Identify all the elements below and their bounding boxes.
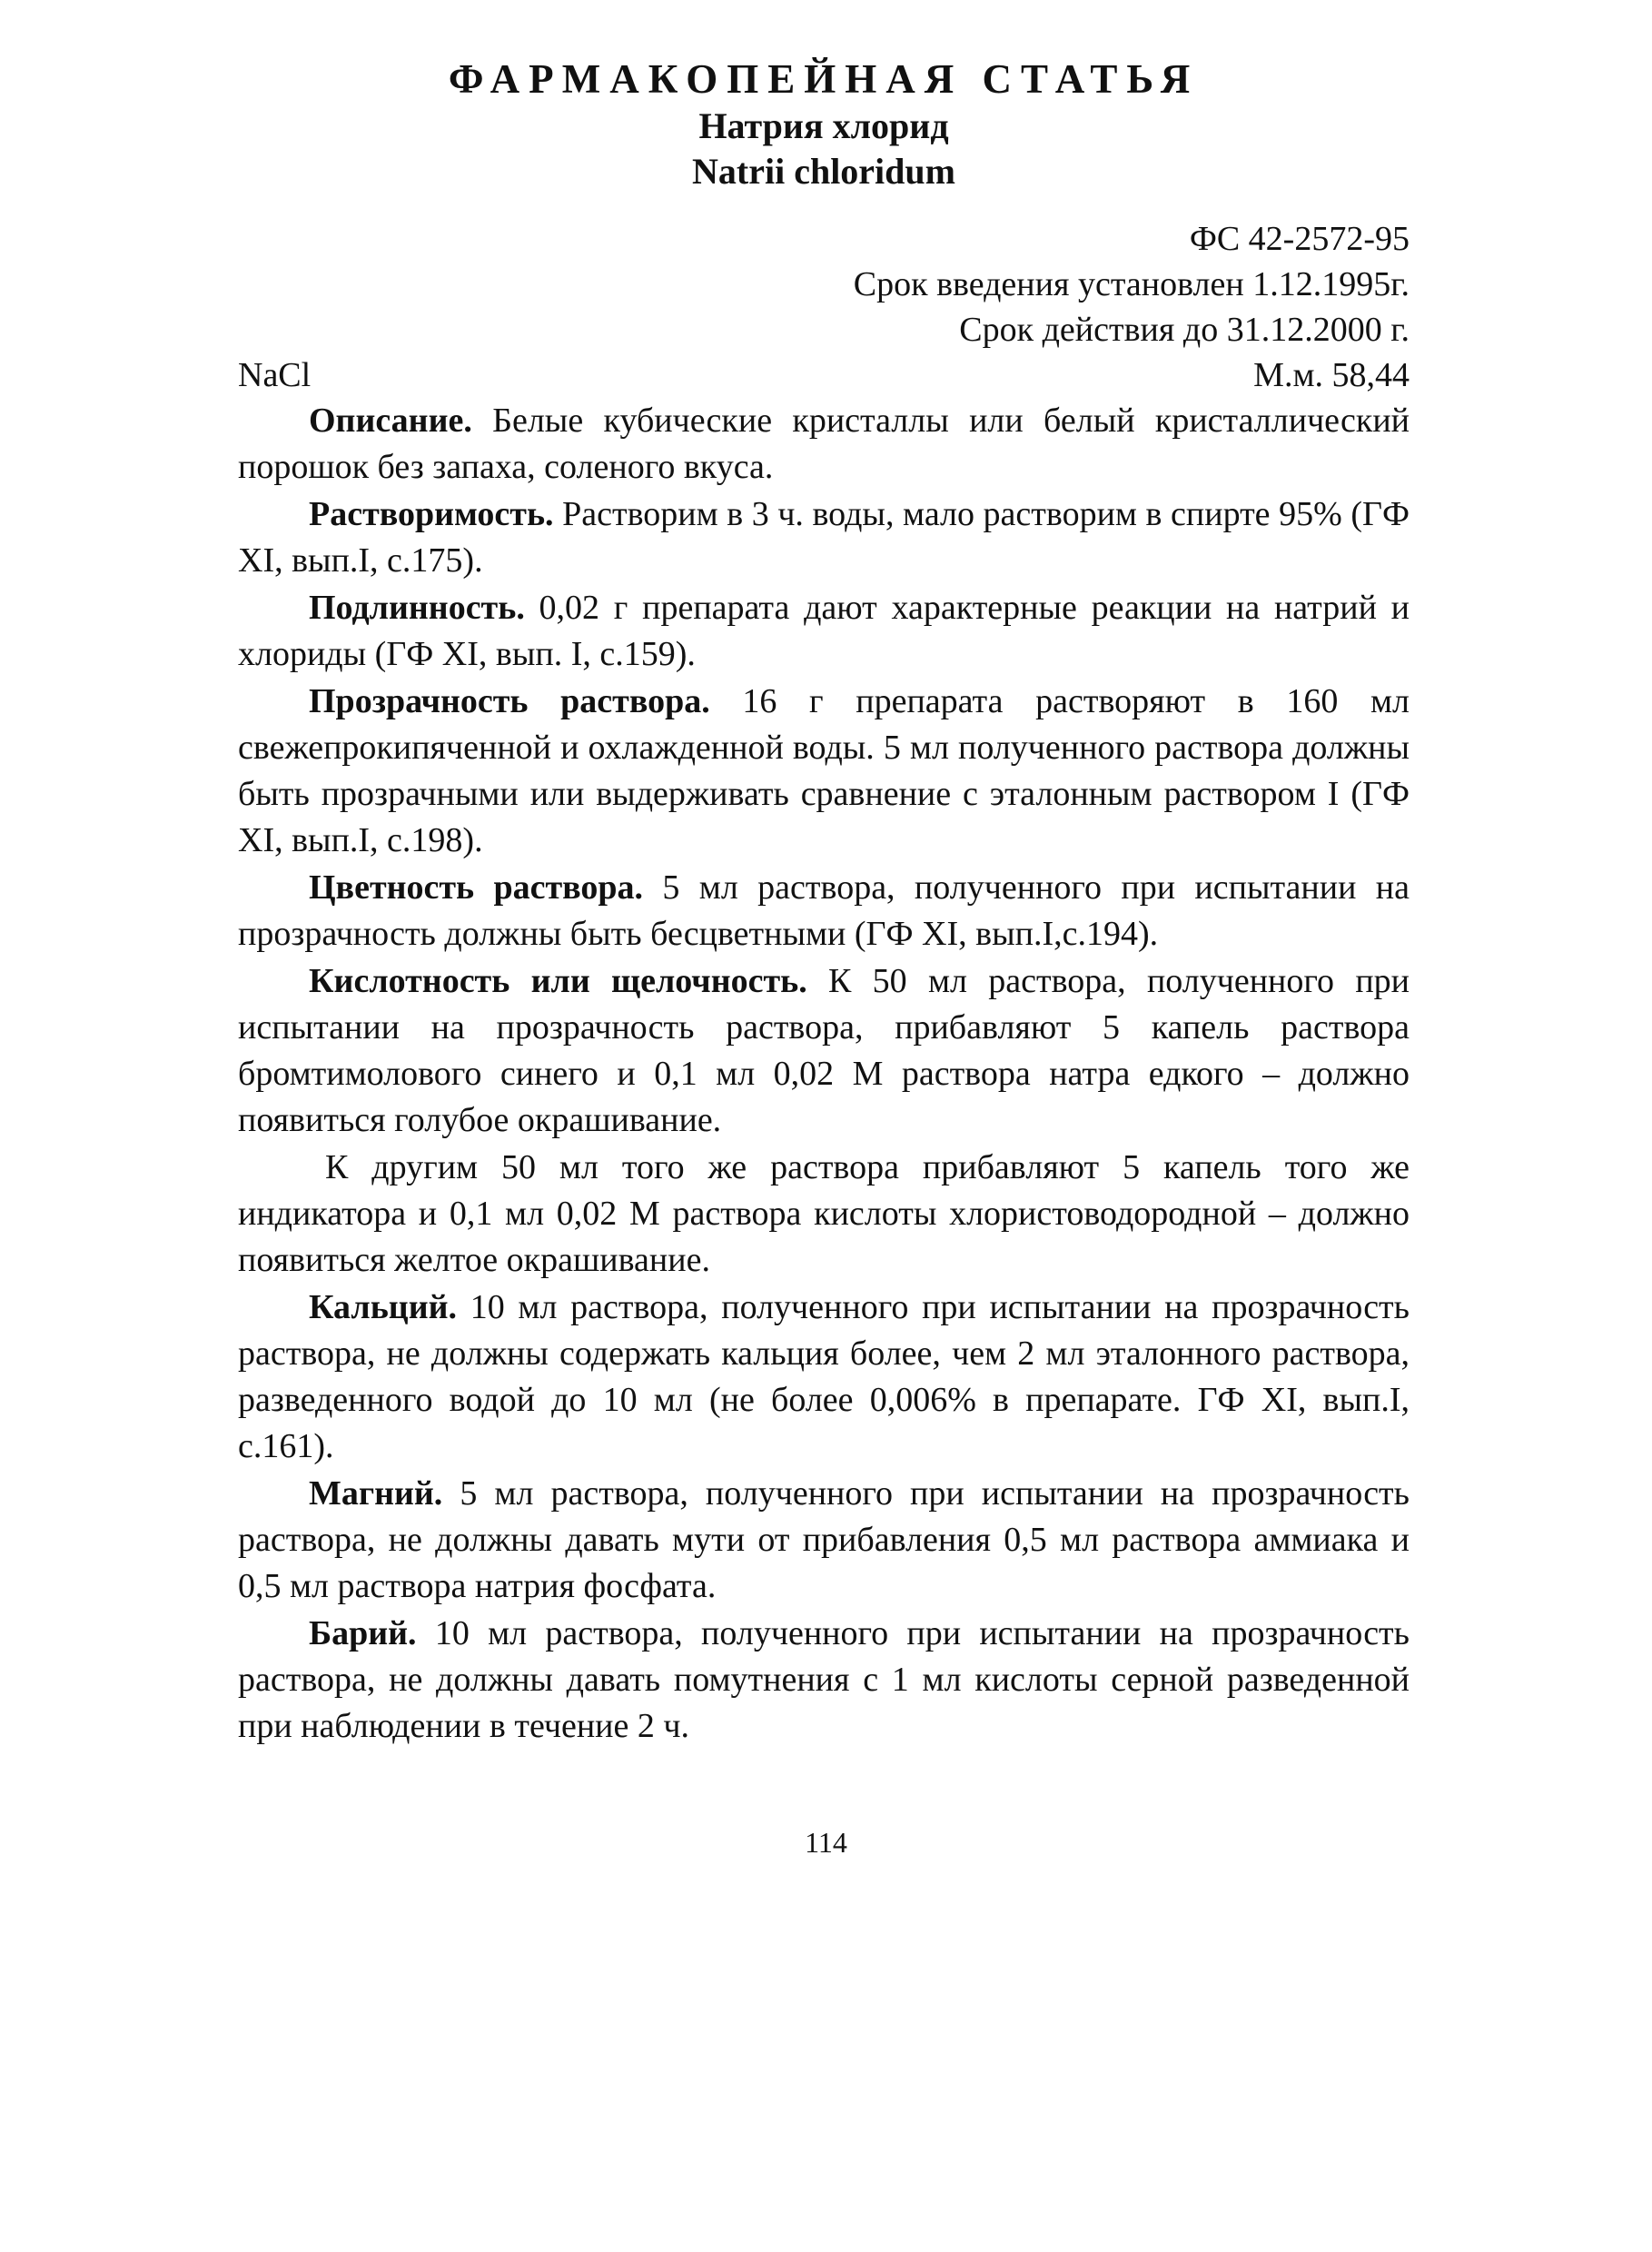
section-magnesium	[238, 1471, 1410, 1610]
section-acidity-continuation	[238, 1145, 1410, 1284]
validity-date: Срок действия до 31.12.2000 г.	[959, 311, 1410, 349]
section-text: 16 г препарата растворяют в 160 мл свежепрокипяченной и охлажденной воды. 5 мл полученного раствора должны быть прозрачными или выдерживать сравнение с эталонным раствором I (ГФ XI, вып.I, с.198).	[238, 682, 1410, 859]
section-heading: Кальций.	[309, 1288, 457, 1326]
section-heading: Цветность раствора.	[309, 868, 644, 907]
section-solubility	[238, 491, 1410, 584]
section-calcium	[238, 1285, 1410, 1470]
section-text: 5 мл раствора, полученного при испытании на прозрачность раствора, не должны давать мути от прибавления 0,5 мл раствора аммиака и 0,5 мл раствора натрия фосфата.	[238, 1474, 1410, 1605]
section-text: 5 мл раствора, полученного при испытании на прозрачность должны быть бесцветными (ГФ XI, вып.I,с.194).	[238, 868, 1410, 953]
formula-row	[238, 352, 1410, 398]
introduction-date: Срок введения установлен 1.12.1995г.	[853, 265, 1410, 303]
section-heading: Подлинность.	[309, 589, 525, 627]
section-description	[238, 398, 1410, 491]
section-barium	[238, 1611, 1410, 1750]
chemical-formula: NaCl	[238, 356, 312, 394]
section-heading: Растворимость.	[309, 495, 554, 533]
section-text: Растворим в 3 ч. воды, мало растворим в спирте 95% (ГФ XI, вып.I, с.175).	[238, 495, 1410, 580]
section-heading: Описание.	[309, 402, 472, 440]
section-text: К другим 50 мл того же раствора прибавляют 5 капель того же индикатора и 0,1 мл 0,02 М раствора кислоты хлористоводородной – должно появиться желтое окрашивание.	[238, 1148, 1410, 1279]
section-heading: Прозрачность раствора.	[309, 682, 710, 720]
section-identification	[238, 585, 1410, 678]
section-color	[238, 865, 1410, 957]
section-clarity	[238, 679, 1410, 864]
section-text: 10 мл раствора, полученного при испытании на прозрачность раствора, не должны давать помутнения с 1 мл кислоты серной разведенной при наблюдении в течение 2 ч.	[238, 1614, 1410, 1745]
substance-name-latin: Natrii chloridum	[692, 151, 955, 192]
substance-name-russian: Натрия хлорид	[698, 105, 949, 146]
section-text: Белые кубические кристаллы или белый кристаллический порошок без запаха, соленого вкуса.	[238, 402, 1410, 486]
section-acidity-alkalinity	[238, 958, 1410, 1144]
section-text: 10 мл раствора, полученного при испытании на прозрачность раствора, не должны содержать кальция более, чем 2 мл эталонного раствора, разведенного водой до 10 мл (не более 0,006% в препарате. ГФ XI, вып.I, с.161).	[238, 1288, 1410, 1465]
document-page	[238, 55, 1410, 1751]
section-text: К 50 мл раствора, полученного при испытании на прозрачность раствора, прибавляют 5 капель раствора бромтимолового синего и 0,1 мл 0,02 М раствора натра едкого – должно появиться голубое окрашивание.	[238, 962, 1410, 1139]
section-heading: Магний.	[309, 1474, 443, 1513]
document-title: ФАРМАКОПЕЙНАЯ СТАТЬЯ	[448, 56, 1200, 102]
page-number: 114	[805, 1826, 847, 1859]
section-heading: Кислотность или щелочность.	[309, 962, 807, 1000]
section-heading: Барий.	[309, 1614, 417, 1652]
molar-mass: М.м. 58,44	[1253, 356, 1410, 394]
document-code: ФС 42-2572-95	[1189, 220, 1410, 258]
section-text: 0,02 г препарата дают характерные реакции на натрий и хлориды (ГФ XI, вып. I, с.159).	[238, 589, 1410, 673]
